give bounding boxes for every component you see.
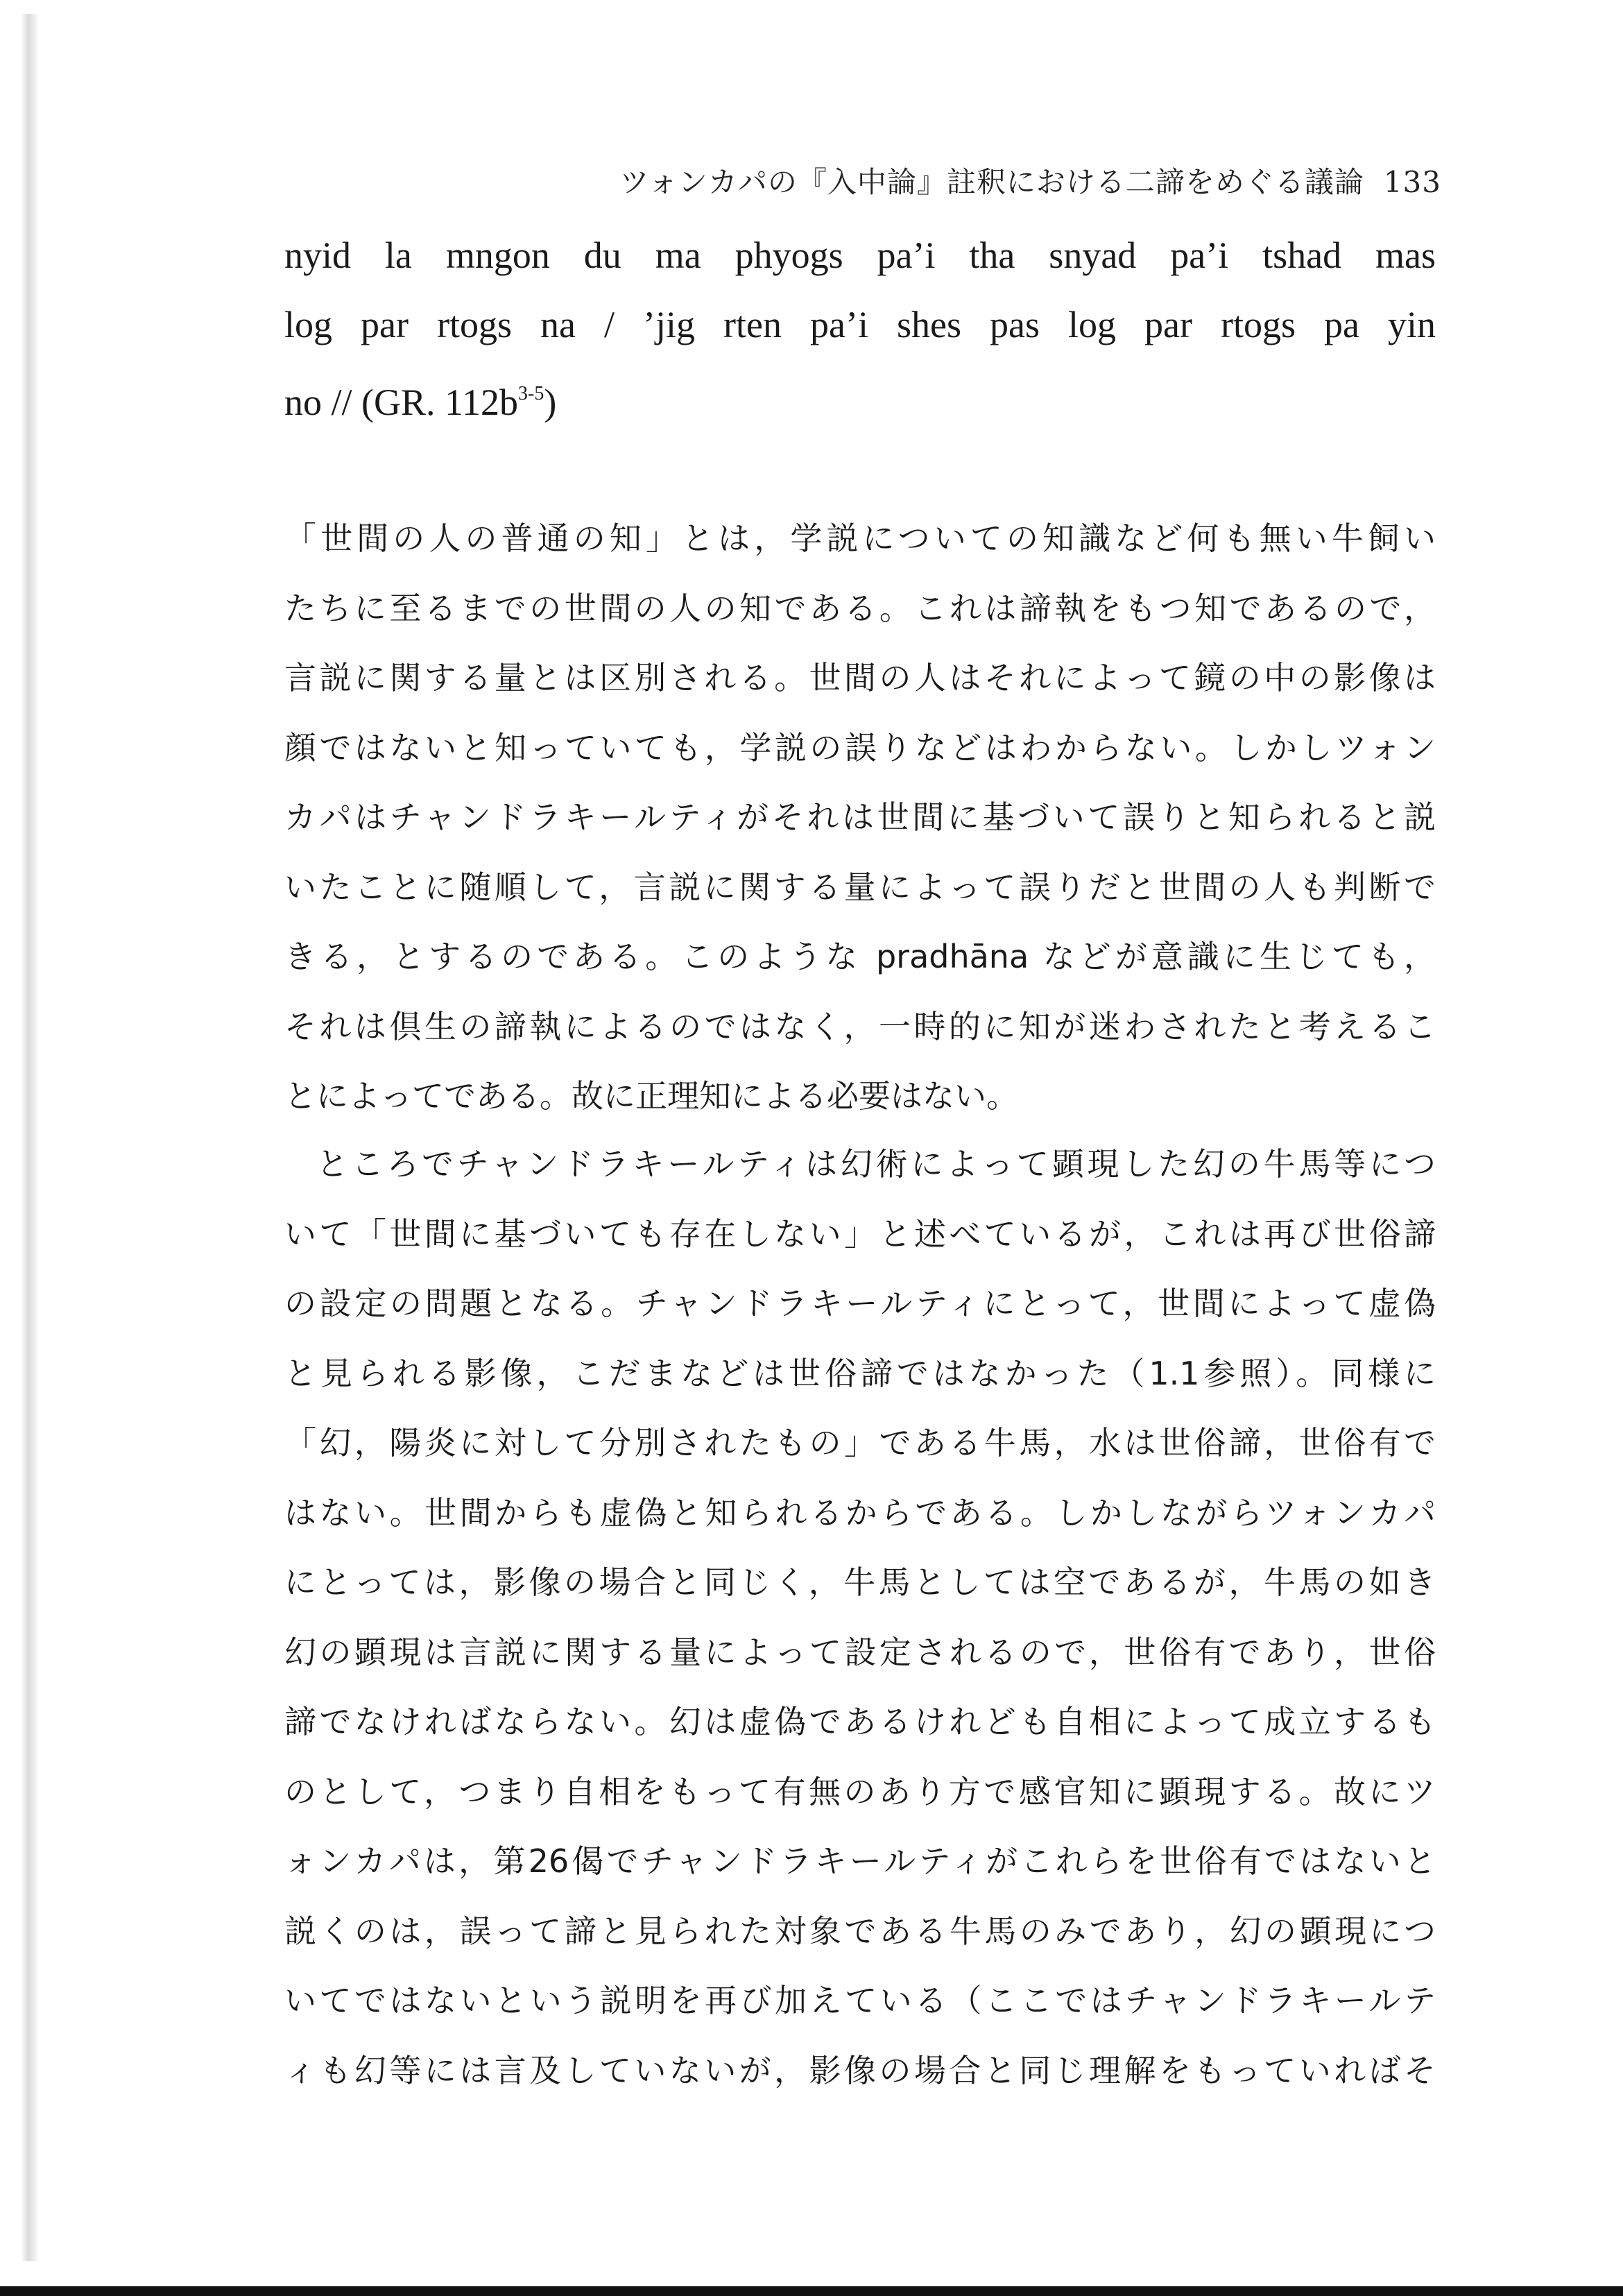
paragraph-line: ところでチャンドラキールティは幻術によって顕現した幻の牛馬等につ: [316, 1145, 1436, 1183]
paragraph-line: 言説に関する量とは区別される。世間の人はそれによって鏡の中の影像は: [284, 659, 1436, 696]
paragraph-line: にとっては，影像の場合と同じく，牛馬としては空であるが，牛馬の如き: [284, 1563, 1436, 1601]
paragraph-line: はない。世間からも虚偽と知られるからである。しかしながらツォンカパ: [284, 1493, 1436, 1532]
paragraph-line: 諦でなければならない。幻は虚偽であるけれども自相によって成立するも: [284, 1703, 1436, 1740]
paragraph-line: 説くのは，誤って諦と見られた対象である牛馬のみであり，幻の顕現につ: [284, 1912, 1436, 1950]
citation-superscript: 3-5: [518, 383, 544, 404]
paragraph-line: の設定の問題となる。チャンドラキールティにとって，世間によって虚偽: [284, 1285, 1436, 1322]
paragraph-line: それは倶生の諦執によるのではなく，一時的に知が迷わされたと考えるこ: [284, 1007, 1436, 1045]
paragraph-line: ォンカパは，第26偈でチャンドラキールティがこれらを世俗有ではないと: [284, 1842, 1436, 1880]
tibetan-quotation: [284, 221, 1436, 437]
paragraph-line: カパはチャンドラキールティがそれは世間に基づいて誤りと知られると説: [284, 798, 1436, 836]
tibetan-line: log par rtogs na / ’jig rten pa’i shes pas log par rtogs pa yin: [284, 304, 1436, 345]
paragraph-line: 幻の顕現は言説に関する量によって設定されるので，世俗有であり，世俗: [284, 1633, 1436, 1671]
paragraph-line: 「幻，陽炎に対して分別されたもの」である牛馬，水は世俗諦，世俗有で: [284, 1424, 1436, 1462]
paragraph-line: いて「世間に基づいても存在しない」と述べているが，これは再び世俗諦: [284, 1215, 1436, 1253]
page-number: 133: [1383, 165, 1441, 199]
paragraph-line: いてではないという説明を再び加えている（ここではチャンドラキールテ: [284, 1982, 1436, 2019]
running-title: ツォンカパの『入中論』註釈における二諦をめぐる議論: [619, 165, 1364, 199]
paragraph-line: 「世間の人の普通の知」とは，学説についての知識など何も無い牛飼い: [284, 520, 1436, 557]
paragraph-line: たちに至るまでの世間の人の知である。これは諦執をもつ知であるので，: [284, 589, 1436, 627]
running-header: [620, 160, 1442, 201]
tibetan-line-citation: [284, 359, 1436, 437]
paragraph-line: ィも幻等には言及していないが，影像の場合と同じ理解をもっていればそ: [284, 2051, 1436, 2089]
paragraph-line: のとして，つまり自相をもって有無のあり方で感官知に顕現する。故にツ: [284, 1772, 1436, 1810]
bottom-scan-border: [0, 2286, 1623, 2296]
paragraph-line: いたことに随順して，言説に関する量によって誤りだと世間の人も判断で: [284, 868, 1436, 906]
citation-close: ): [544, 382, 557, 423]
paragraph-1: [284, 504, 1436, 1131]
paragraph-2: [284, 1129, 1436, 2105]
citation-text: no // (GR. 112b: [284, 382, 518, 423]
paragraph-line: 顔ではないと知っていても，学説の誤りなどはわからない。しかしツォン: [284, 728, 1436, 766]
paragraph-line: きる，とするのである。このような pradhāna などが意識に生じても，: [284, 938, 1436, 975]
scan-edge-shadow: [21, 14, 39, 2261]
tibetan-line: nyid la mngon du ma phyogs pa’i tha snyad pa’i tshad mas: [284, 234, 1436, 276]
paragraph-line: とによってである。故に正理知による必要はない。: [284, 1077, 1018, 1115]
paragraph-line: と見られる影像，こだまなどは世俗諦ではなかった（1.1参照）。同様に: [284, 1354, 1436, 1392]
